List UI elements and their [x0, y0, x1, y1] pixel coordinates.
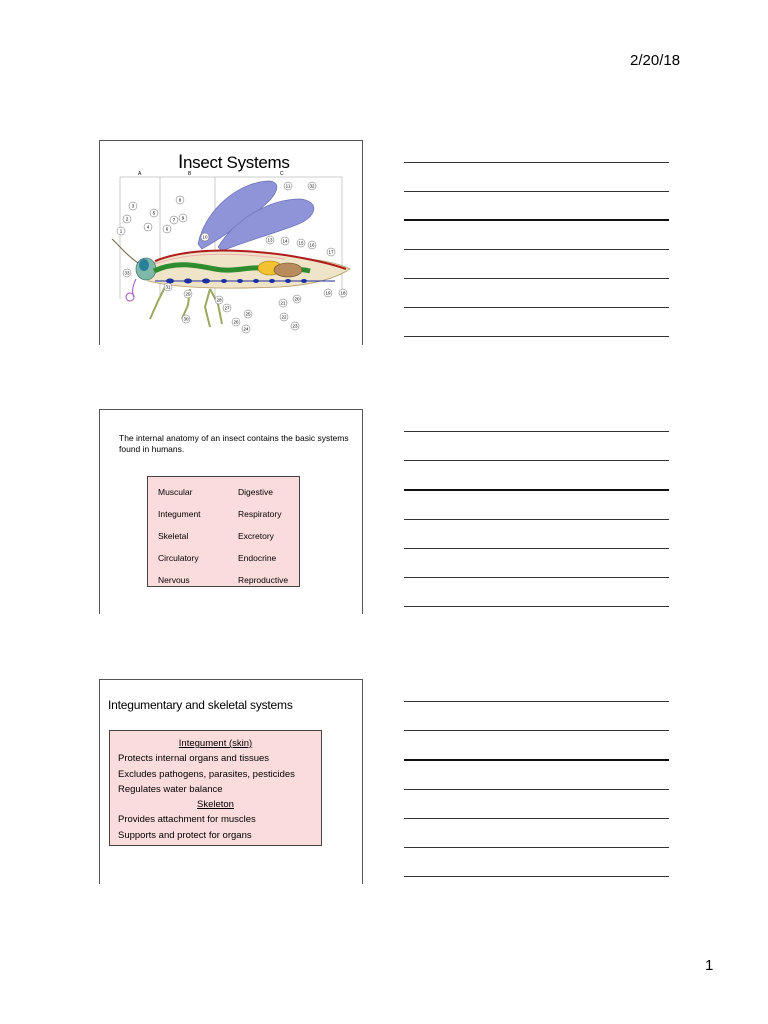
note-line [404, 847, 669, 848]
system-item: Reproductive [238, 575, 289, 585]
svg-text:5: 5 [152, 210, 156, 216]
note-line [404, 162, 669, 163]
callout [223, 304, 231, 312]
svg-text:18: 18 [340, 290, 346, 296]
callout [297, 239, 305, 247]
svg-text:8: 8 [178, 197, 182, 203]
insect-anatomy-diagram [110, 169, 354, 339]
system-item: Endocrine [238, 553, 277, 563]
callout [232, 318, 240, 326]
slide-title: Insect Systems [178, 152, 290, 173]
svg-text:31: 31 [165, 284, 171, 290]
callout [176, 196, 184, 204]
slide-title: Integumentary and skeletal systems [108, 698, 293, 712]
callout [123, 269, 131, 277]
note-line [404, 818, 669, 819]
integument-heading: Integument (skin) [178, 738, 253, 749]
svg-text:28: 28 [216, 297, 222, 303]
callout [324, 289, 332, 297]
svg-text:14: 14 [282, 238, 288, 244]
svg-text:19: 19 [325, 290, 331, 296]
note-line [404, 489, 669, 491]
svg-text:1: 1 [119, 228, 123, 234]
svg-text:10: 10 [202, 234, 208, 240]
callout [284, 182, 292, 190]
system-item: Digestive [238, 487, 273, 497]
svg-text:17: 17 [328, 249, 334, 255]
svg-text:29: 29 [185, 291, 191, 297]
svg-text:20: 20 [294, 296, 300, 302]
callout [163, 225, 171, 233]
note-line [404, 336, 669, 337]
note-line [404, 431, 669, 432]
note-line [404, 307, 669, 308]
svg-text:26: 26 [233, 319, 239, 325]
svg-text:13: 13 [267, 237, 273, 243]
note-line [404, 577, 669, 578]
svg-text:27: 27 [224, 305, 230, 311]
svg-text:24: 24 [243, 326, 249, 332]
skeleton-point: Provides attachment for muscles [118, 814, 256, 825]
integument-point: Regulates water balance [118, 784, 223, 795]
callout [291, 322, 299, 330]
page-number: 1 [705, 957, 714, 974]
integument-point: Protects internal organs and tissues [118, 753, 270, 764]
svg-text:25: 25 [245, 311, 251, 317]
callout [308, 182, 316, 190]
callout [293, 295, 301, 303]
callout [179, 214, 187, 222]
callout [164, 283, 172, 291]
note-line [404, 701, 669, 702]
note-line [404, 249, 669, 250]
system-item: Nervous [158, 575, 190, 585]
svg-text:33: 33 [124, 270, 130, 276]
callout [184, 290, 192, 298]
note-line [404, 519, 669, 520]
svg-text:16: 16 [309, 242, 315, 248]
svg-text:15: 15 [298, 240, 304, 246]
callout [144, 223, 152, 231]
callout [308, 241, 316, 249]
note-line [404, 789, 669, 790]
callout [327, 248, 335, 256]
svg-text:3: 3 [131, 203, 135, 209]
callout [266, 236, 274, 244]
systems-list-box [147, 476, 300, 587]
callout [123, 215, 131, 223]
svg-text:2: 2 [125, 216, 129, 222]
callout [201, 233, 209, 241]
svg-text:6: 6 [165, 226, 169, 232]
note-line [404, 278, 669, 279]
callout [280, 313, 288, 321]
note-line [404, 606, 669, 607]
svg-text:4: 4 [146, 224, 150, 230]
system-item: Muscular [158, 487, 193, 497]
svg-text:30: 30 [183, 316, 189, 322]
callout [129, 202, 137, 210]
callout [281, 237, 289, 245]
callout [117, 227, 125, 235]
slide-insect-systems [99, 140, 363, 345]
callout [242, 325, 250, 333]
note-line [404, 548, 669, 549]
slide-internal-anatomy [99, 409, 363, 614]
system-item: Respiratory [238, 509, 282, 519]
note-line [404, 460, 669, 461]
section-letter: B [188, 171, 192, 177]
svg-text:7: 7 [172, 217, 176, 223]
callout [182, 315, 190, 323]
system-item: Integument [158, 509, 201, 519]
section-letter: C [280, 171, 284, 177]
svg-text:23: 23 [292, 323, 298, 329]
integument-point: Excludes pathogens, parasites, pesticides [118, 769, 295, 780]
page-date: 2/20/18 [630, 52, 681, 69]
skeleton-heading: Skeleton [197, 799, 234, 810]
svg-text:11: 11 [285, 183, 291, 189]
skeleton-point: Supports and protect for organs [118, 830, 252, 841]
svg-text:22: 22 [281, 314, 287, 320]
note-line [404, 759, 669, 761]
note-line [404, 219, 669, 221]
note-line [404, 191, 669, 192]
note-line [404, 876, 669, 877]
callout [339, 289, 347, 297]
section-letter: A [138, 171, 142, 177]
callout [244, 310, 252, 318]
note-line [404, 730, 669, 731]
callout [150, 209, 158, 217]
callout [215, 296, 223, 304]
callout [279, 299, 287, 307]
system-item: Circulatory [158, 553, 199, 563]
svg-text:9: 9 [181, 215, 185, 221]
svg-text:21: 21 [280, 300, 286, 306]
system-item: Excretory [238, 531, 274, 541]
system-item: Skeletal [158, 531, 189, 541]
svg-text:32: 32 [309, 183, 315, 189]
slide-integumentary-skeletal [99, 679, 363, 884]
callout [170, 216, 178, 224]
intro-text: The internal anatomy of an insect contains the basic systems found in humans. [119, 433, 349, 454]
info-box [109, 730, 322, 846]
